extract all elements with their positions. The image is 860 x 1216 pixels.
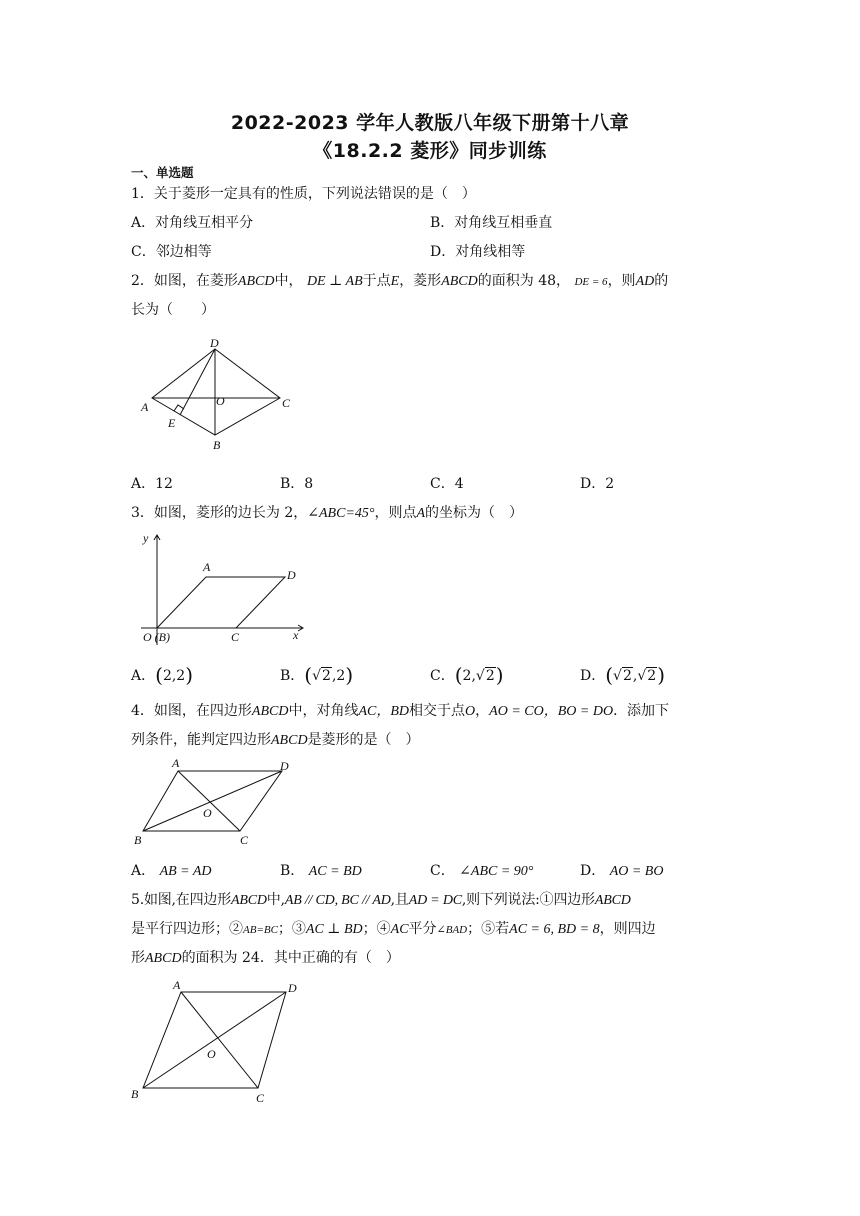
q3-label-x: x <box>293 628 299 642</box>
section-heading: 一、单选题 <box>131 165 194 180</box>
q4-label-b: B <box>134 833 142 847</box>
q4-label-o: O <box>203 806 212 820</box>
q5-label-b: B <box>131 1087 139 1101</box>
q2-label-b: B <box>213 438 221 452</box>
q4-stem-line-2: 列条件，能判定四边形ABCD是菱形的是（ ） <box>131 732 420 748</box>
q2-label-d: D <box>210 336 219 350</box>
q2-option-c[interactable]: C．4 <box>430 476 464 492</box>
title-line-1: 2022-2023 学年人教版八年级下册第十八章 <box>230 112 630 134</box>
q2-rhombus-figure <box>138 333 298 453</box>
q1-stem: 1．关于菱形一定具有的性质，下列说法错误的是（ ） <box>131 186 476 202</box>
q1-option-d[interactable]: D．对角线相等 <box>430 244 526 260</box>
q5-label-a: A <box>173 978 181 992</box>
q3-label-c: C <box>231 630 240 644</box>
q5-label-o: O <box>207 1047 216 1061</box>
q4-option-b[interactable]: B． AC = BD <box>280 863 362 879</box>
q3-option-d[interactable]: D．(√2,√2) <box>580 663 665 687</box>
q5-rhombus-figure <box>128 974 318 1108</box>
q2-stem-line-1: 2．如图，在菱形ABCD中， DE ⊥ AB于点E，菱形ABCD的面积为 48， DE = 6，则AD的 <box>131 273 669 289</box>
q1-option-b[interactable]: B．对角线互相垂直 <box>430 215 553 231</box>
q1-option-c[interactable]: C．邻边相等 <box>131 244 212 260</box>
q2-label-e: E <box>168 416 176 430</box>
q5-stem-line-1: 5.如图,在四边形ABCD中,AB // CD, BC // AD,且AD = DC,则下列说法:①四边形ABCD <box>131 892 631 908</box>
q3-label-d: D <box>287 568 296 582</box>
q1-option-a[interactable]: A．对角线互相平分 <box>131 215 254 231</box>
q5-stem-line-3: 形ABCD的面积为 24．其中正确的有（ ） <box>131 950 400 966</box>
q4-option-d[interactable]: D． AO = BO <box>580 863 664 879</box>
q2-label-o: O <box>216 394 225 408</box>
q2-label-a: A <box>141 400 149 414</box>
q4-label-a: A <box>172 756 180 770</box>
q3-stem: 3．如图，菱形的边长为 2，∠ABC=45°，则点A的坐标为（ ） <box>131 505 524 521</box>
q2-option-d[interactable]: D．2 <box>580 476 615 492</box>
q2-label-c: C <box>282 396 291 410</box>
q3-option-a[interactable]: A．(2,2) <box>131 663 194 687</box>
q4-label-c: C <box>240 833 249 847</box>
q4-quadrilateral-figure <box>130 754 300 850</box>
q2-stem-line-2: 长为（ ） <box>131 302 215 318</box>
q4-label-d: D <box>280 759 289 773</box>
q4-option-c[interactable]: C． ∠ABC = 90° <box>430 863 534 879</box>
q2-option-a[interactable]: A．12 <box>131 476 173 492</box>
q5-label-d: D <box>288 981 297 995</box>
q3-option-b[interactable]: B．(√2,2) <box>280 663 354 687</box>
q4-option-a[interactable]: A． AB = AD <box>131 863 212 879</box>
q3-label-y: y <box>143 531 149 545</box>
q5-label-c: C <box>256 1091 265 1105</box>
q5-stem-line-2: 是平行四边形；②AB=BC；③AC ⊥ BD；④AC平分∠BAD；⑤若AC = 6, BD = 8，则四边 <box>131 921 656 937</box>
q3-option-c[interactable]: C．(2,√2) <box>430 663 504 687</box>
q2-option-b[interactable]: B．8 <box>280 476 314 492</box>
q3-coordinate-figure <box>135 527 315 649</box>
title-line-2: 《18.2.2 菱形》同步训练 <box>313 140 547 162</box>
q4-stem-line-1: 4．如图，在四边形ABCD中，对角线AC，BD相交于点O，AO = CO，BO = DO．添加下 <box>131 703 670 719</box>
q3-label-a: A <box>203 560 211 574</box>
q3-label-ob: O (B) <box>143 630 170 644</box>
